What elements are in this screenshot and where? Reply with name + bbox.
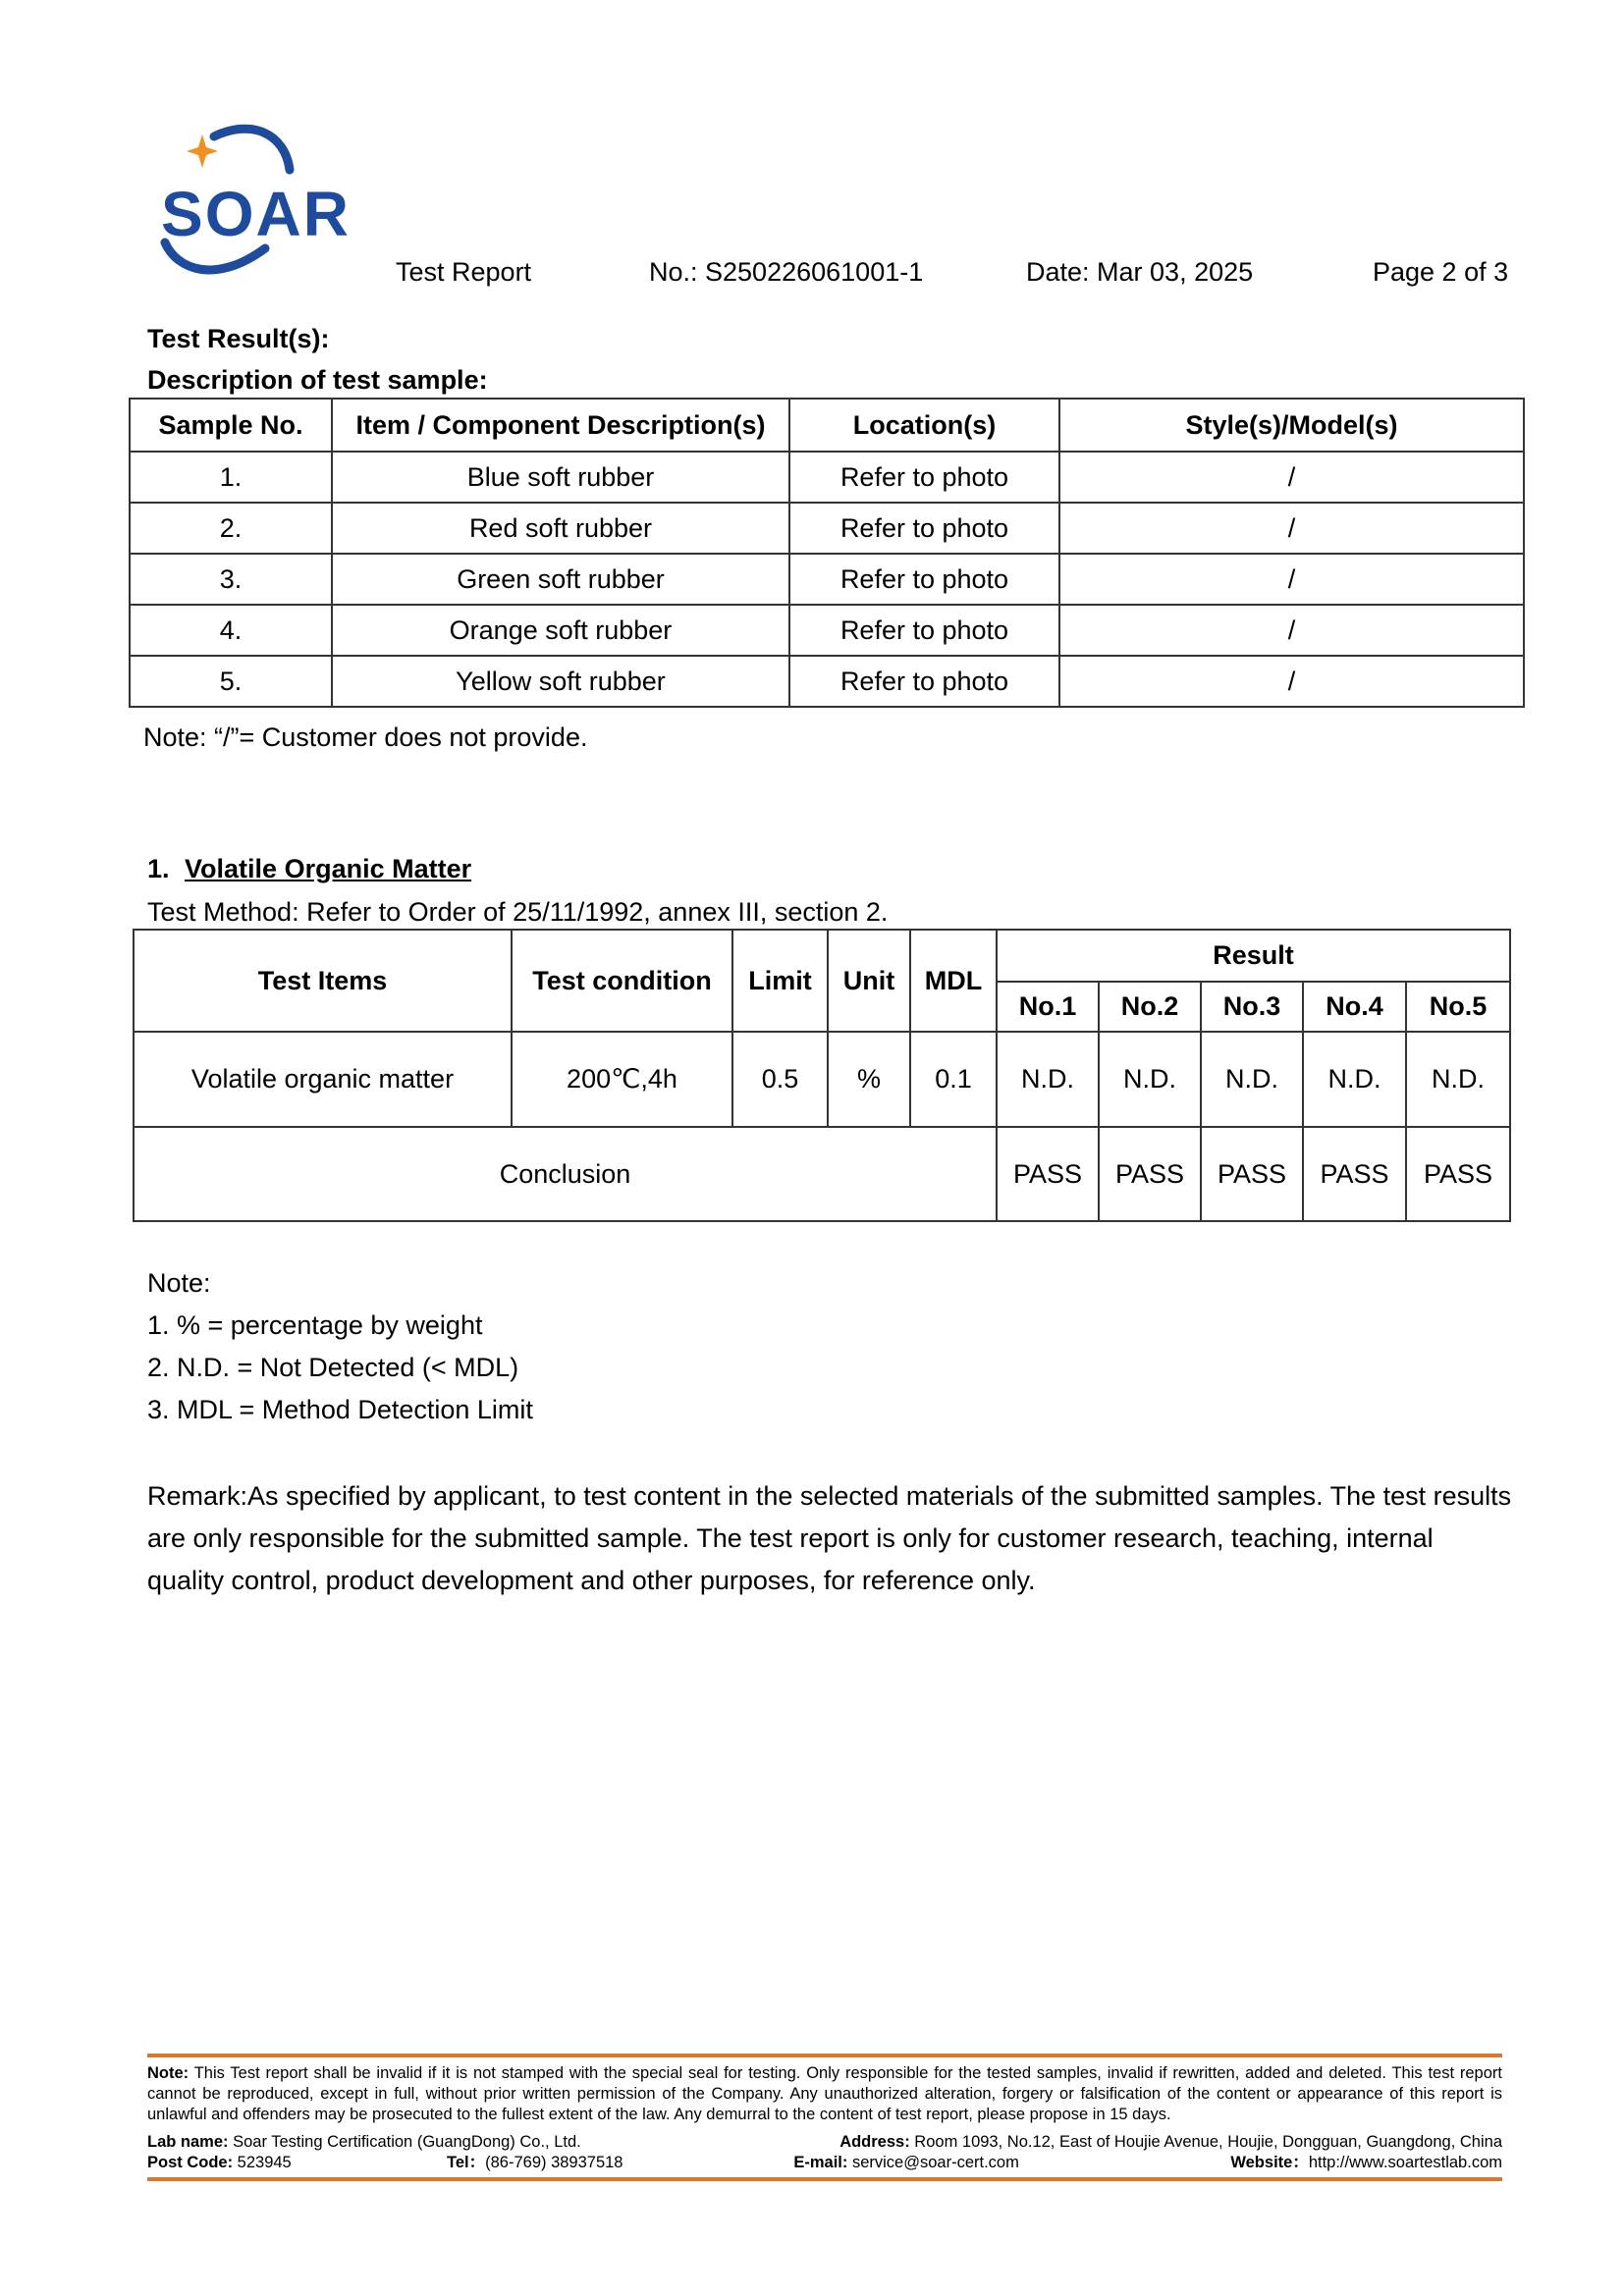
sample-description: Blue soft rubber: [332, 452, 789, 503]
sample-description: Red soft rubber: [332, 503, 789, 554]
table-row: [134, 1032, 1510, 1127]
sample-table: [129, 398, 1525, 708]
sample-description-heading: Description of test sample:: [147, 365, 488, 395]
conclusion-no3: PASS: [1201, 1127, 1303, 1221]
table-row: [130, 656, 1524, 707]
post-code: [147, 2153, 447, 2173]
sample-no: 3.: [130, 554, 332, 605]
footer-note: [147, 2063, 1502, 2125]
table-row: [130, 503, 1524, 554]
header-result: Result: [997, 930, 1510, 982]
sample-location: Refer to photo: [789, 656, 1059, 707]
header-mdl: MDL: [910, 930, 997, 1032]
sample-no: 4.: [130, 605, 332, 656]
table-header-row: [134, 930, 1510, 982]
email-label: E-mail:: [793, 2154, 848, 2171]
header-unit: Unit: [828, 930, 910, 1032]
header-no1: No.1: [997, 982, 1099, 1032]
email-value[interactable]: service@soar-cert.com: [847, 2154, 1019, 2171]
results-table: [133, 929, 1511, 1222]
sample-no: 1.: [130, 452, 332, 503]
conclusion-no1: PASS: [997, 1127, 1099, 1221]
soar-logo-icon: [157, 123, 383, 285]
test-results-heading: Test Result(s):: [147, 324, 330, 353]
sample-location: Refer to photo: [789, 452, 1059, 503]
footer-row-1: [147, 2132, 1502, 2153]
email: [793, 2153, 1230, 2173]
section-title: Volatile Organic Matter: [185, 854, 472, 883]
test-condition: 200℃,4h: [512, 1032, 732, 1127]
sample-location: Refer to photo: [789, 605, 1059, 656]
result-no2: N.D.: [1099, 1032, 1201, 1127]
result-no1: N.D.: [997, 1032, 1099, 1127]
address: [839, 2132, 1502, 2153]
result-no4: N.D.: [1303, 1032, 1406, 1127]
conclusion-no5: PASS: [1406, 1127, 1510, 1221]
sample-style: /: [1059, 503, 1524, 554]
website: [1230, 2153, 1502, 2173]
result-no3: N.D.: [1201, 1032, 1303, 1127]
sample-style: /: [1059, 452, 1524, 503]
sample-location: Refer to photo: [789, 554, 1059, 605]
footer-row-2: [147, 2153, 1502, 2173]
conclusion-no4: PASS: [1303, 1127, 1406, 1221]
limit-value: 0.5: [732, 1032, 828, 1127]
test-method: Test Method: Refer to Order of 25/11/1992, annex III, section 2.: [147, 897, 889, 927]
table-header-row: [130, 399, 1524, 452]
note-item: 3. MDL = Method Detection Limit: [147, 1395, 533, 1424]
header-description: Item / Component Description(s): [332, 399, 789, 452]
footer-top-divider: [147, 2054, 1502, 2057]
post-code-value: 523945: [233, 2154, 292, 2171]
lab-name-value: Soar Testing Certification (GuangDong) Co., Ltd.: [228, 2133, 581, 2151]
header-no3: No.3: [1201, 982, 1303, 1032]
report-number: No.: S250226061001-1: [649, 257, 924, 287]
footer-note-text: This Test report shall be invalid if it is not stamped with the special seal for testing. Only responsible for the tested samples, invalid if rewritten, added and deleted. This test report cannot be reproduced, except in full, without prior written permission of the Company. Any unauthorized alteration, forgery or falsification of the content or appearance of this report is unlawful and offenders may be prosecuted to the fullest extent of the law. Any demurral to the content of test report, please propose in 15 days.: [147, 2064, 1502, 2123]
website-link[interactable]: http://www.soartestlab.com: [1308, 2154, 1502, 2171]
table-row: [130, 554, 1524, 605]
website-label: Website：: [1230, 2154, 1309, 2171]
address-label: Address:: [839, 2133, 910, 2151]
header-location: Location(s): [789, 399, 1059, 452]
post-code-label: Post Code:: [147, 2154, 234, 2171]
telephone: [447, 2153, 793, 2173]
header-no2: No.2: [1099, 982, 1201, 1032]
test-item: Volatile organic matter: [134, 1032, 512, 1127]
result-no5: N.D.: [1406, 1032, 1510, 1127]
conclusion-row: [134, 1127, 1510, 1221]
table-row: [130, 452, 1524, 503]
sample-description: Yellow soft rubber: [332, 656, 789, 707]
lab-name-label: Lab name:: [147, 2133, 229, 2151]
sample-style: /: [1059, 554, 1524, 605]
note-item: 2. N.D. = Not Detected (< MDL): [147, 1353, 519, 1382]
header-no5: No.5: [1406, 982, 1510, 1032]
address-value: Room 1093, No.12, East of Houjie Avenue, Houjie, Dongguan, Guangdong, China: [909, 2133, 1502, 2151]
footer-bottom-divider: [147, 2177, 1502, 2181]
notes-title: Note:: [147, 1268, 211, 1298]
sample-no: 2.: [130, 503, 332, 554]
unit-value: %: [828, 1032, 910, 1127]
conclusion-label: Conclusion: [134, 1127, 997, 1221]
header-test-items: Test Items: [134, 930, 512, 1032]
report-date: Date: Mar 03, 2025: [1026, 257, 1254, 287]
conclusion-no2: PASS: [1099, 1127, 1201, 1221]
table-row: [130, 605, 1524, 656]
header-sample-no: Sample No.: [130, 399, 332, 452]
soar-logo: [157, 123, 383, 285]
footer-note-label: Note:: [147, 2064, 189, 2082]
header-no4: No.4: [1303, 982, 1406, 1032]
svg-text:SOAR: SOAR: [161, 179, 351, 249]
mdl-value: 0.1: [910, 1032, 997, 1127]
header-style-model: Style(s)/Model(s): [1059, 399, 1524, 452]
header-limit: Limit: [732, 930, 828, 1032]
page-number: Page 2 of 3: [1373, 257, 1509, 287]
section-number: 1.: [147, 854, 170, 883]
sample-description: Orange soft rubber: [332, 605, 789, 656]
note-item: 1. % = percentage by weight: [147, 1310, 483, 1340]
remark-paragraph: Remark:As specified by applicant, to test content in the selected materials of the submitted samples. The test results are only responsible for the submitted sample. The test report is only for customer research, teaching, internal quality control, product development and other purposes, for reference only.: [147, 1481, 1512, 1595]
sample-no: 5.: [130, 656, 332, 707]
tel-label: Tel：: [447, 2154, 486, 2171]
doc-type: Test Report: [396, 257, 532, 287]
header-test-condition: Test condition: [512, 930, 732, 1032]
sample-style: /: [1059, 605, 1524, 656]
sample-table-note: Note: “/”= Customer does not provide.: [143, 722, 588, 752]
section-1-heading: [147, 854, 471, 884]
lab-name: [147, 2132, 581, 2153]
sample-location: Refer to photo: [789, 503, 1059, 554]
sample-description: Green soft rubber: [332, 554, 789, 605]
page-footer: [147, 2054, 1502, 2181]
sample-style: /: [1059, 656, 1524, 707]
tel-value: (86-769) 38937518: [485, 2154, 623, 2171]
